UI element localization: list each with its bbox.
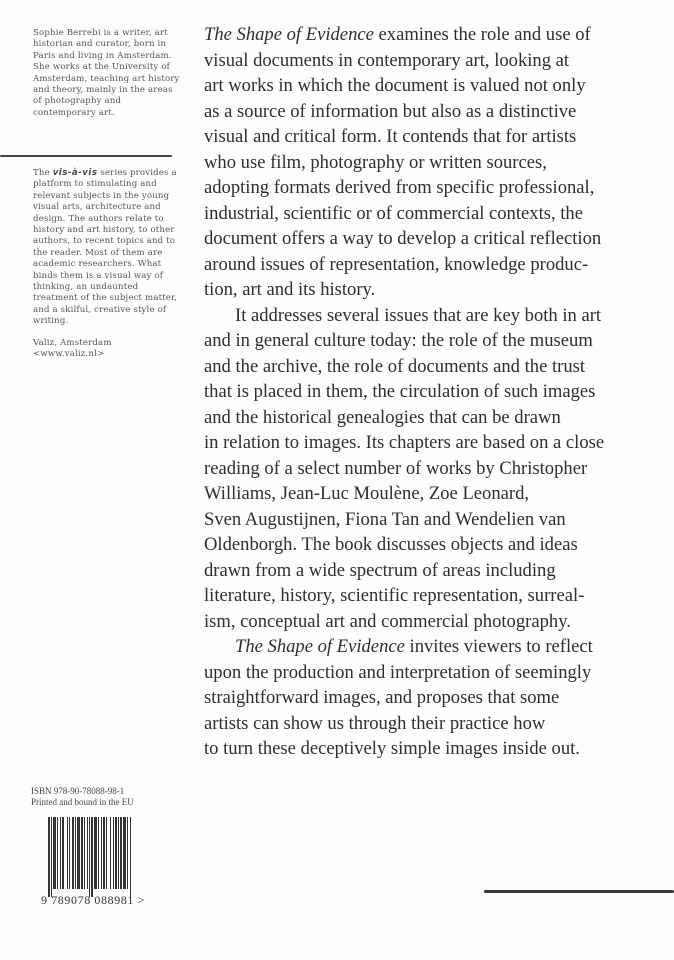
- blurb-line: and in general culture today: the role of the museum: [204, 330, 593, 351]
- blurb-line: and the archive, the role of documents and the trust: [204, 355, 586, 377]
- barcode-number: 9 789078 088981 >: [41, 893, 145, 907]
- printed-text: Printed and bound in the EU: [31, 797, 134, 807]
- sidebar: [33, 28, 183, 142]
- blurb-line: adopting formats derived from specific professional,: [204, 177, 595, 198]
- text-run: examines the role and use of: [373, 24, 591, 45]
- isbn-text: ISBN 978-90-78088-98-1: [31, 786, 125, 796]
- blurb-line: Oldenborgh. The book discusses objects and ideas: [204, 534, 578, 555]
- blurb-line: upon the production and interpretation of seemingly: [204, 661, 592, 683]
- blurb-line: who use film, photography or written sources,: [204, 151, 547, 173]
- series-description: [33, 168, 183, 361]
- imprint: [31, 786, 134, 808]
- blurb-line: drawn from a wide spectrum of areas including: [204, 559, 556, 581]
- book-title: The Shape of Evidence: [204, 24, 374, 45]
- blurb-line: document offers a way to develop a critical reflection: [204, 228, 602, 249]
- blurb-line: Williams, Jean-Luc Moulène, Zoe Leonard,: [204, 483, 530, 504]
- blurb-line: reading of a select number of works by Christopher: [204, 457, 588, 479]
- blurb-line: industrial, scientific or of commercial contexts, the: [204, 202, 583, 224]
- barcode: [48, 817, 156, 893]
- blurb-line: as a source of information but also as a distinctive: [204, 100, 577, 122]
- author-bio: Sophie Berrebi is a writer, art historian and curator, born in Paris and living in Amsterdam. She works at the University of Amsterdam, teaching art history and theory, mainly in the areas of photography and contemporary art.: [33, 28, 180, 118]
- sidebar-divider: [0, 155, 172, 157]
- blurb-line: art works in which the document is valued not only: [204, 75, 586, 96]
- blurb: [204, 22, 624, 762]
- series-logo: vis-à-vis: [52, 168, 98, 178]
- blurb-line: visual documents in contemporary art, looking at: [204, 49, 570, 71]
- publisher-name: Valiz, Amsterdam: [33, 337, 112, 348]
- blurb-line: straightforward images, and proposes that some: [204, 687, 560, 708]
- bottom-divider: [484, 890, 674, 893]
- blurb-paragraph-1: [204, 22, 624, 303]
- barcode-bar: [131, 817, 132, 889]
- blurb-line: in relation to images. Its chapters are based on a close: [204, 432, 605, 453]
- blurb-paragraph-3: [204, 634, 624, 762]
- blurb-line: [204, 634, 624, 660]
- blurb-line: that is placed in them, the circulation of such images: [204, 381, 596, 402]
- blurb-line: and the historical genealogies that can be drawn: [204, 406, 561, 428]
- blurb-line: It addresses several issues that are key both in art: [235, 304, 602, 326]
- blurb-line: artists can show us through their practice how: [204, 712, 546, 734]
- publisher-url: <www.valiz.nl>: [33, 349, 105, 360]
- blurb-line: visual and critical form. It contends that for artists: [204, 126, 577, 147]
- blurb-line: [204, 22, 624, 48]
- blurb-line: ism, conceptual art and commercial photography.: [204, 610, 571, 632]
- blurb-line: tion, art and its history.: [204, 279, 376, 300]
- blurb-line: to turn these deceptively simple images inside out.: [204, 738, 580, 759]
- series-prefix: The: [33, 168, 50, 178]
- publisher-block: [33, 338, 183, 361]
- text-run: invites viewers to reflect: [404, 636, 593, 657]
- blurb-paragraph-2: [204, 303, 624, 635]
- series-paragraph: [33, 168, 183, 328]
- book-title: The Shape of Evidence: [235, 636, 405, 657]
- blurb-line: Sven Augustijnen, Fiona Tan and Wendelien van: [204, 508, 566, 530]
- blurb-line: literature, history, scientific representation, surreal-: [204, 585, 585, 606]
- series-text: series provides a platform to stimulating and relevant subjects in the young visual arts, architecture and design. The authors relate to history and art history, to other authors, to recent topics and to the reader. Most of them are academic researchers. What binds them is a visual way of thinking, an undaunted treatment of the subject matter, and a skilful, creative style of writing.: [33, 168, 178, 327]
- blurb-line: around issues of representation, knowledge produc-: [204, 253, 589, 275]
